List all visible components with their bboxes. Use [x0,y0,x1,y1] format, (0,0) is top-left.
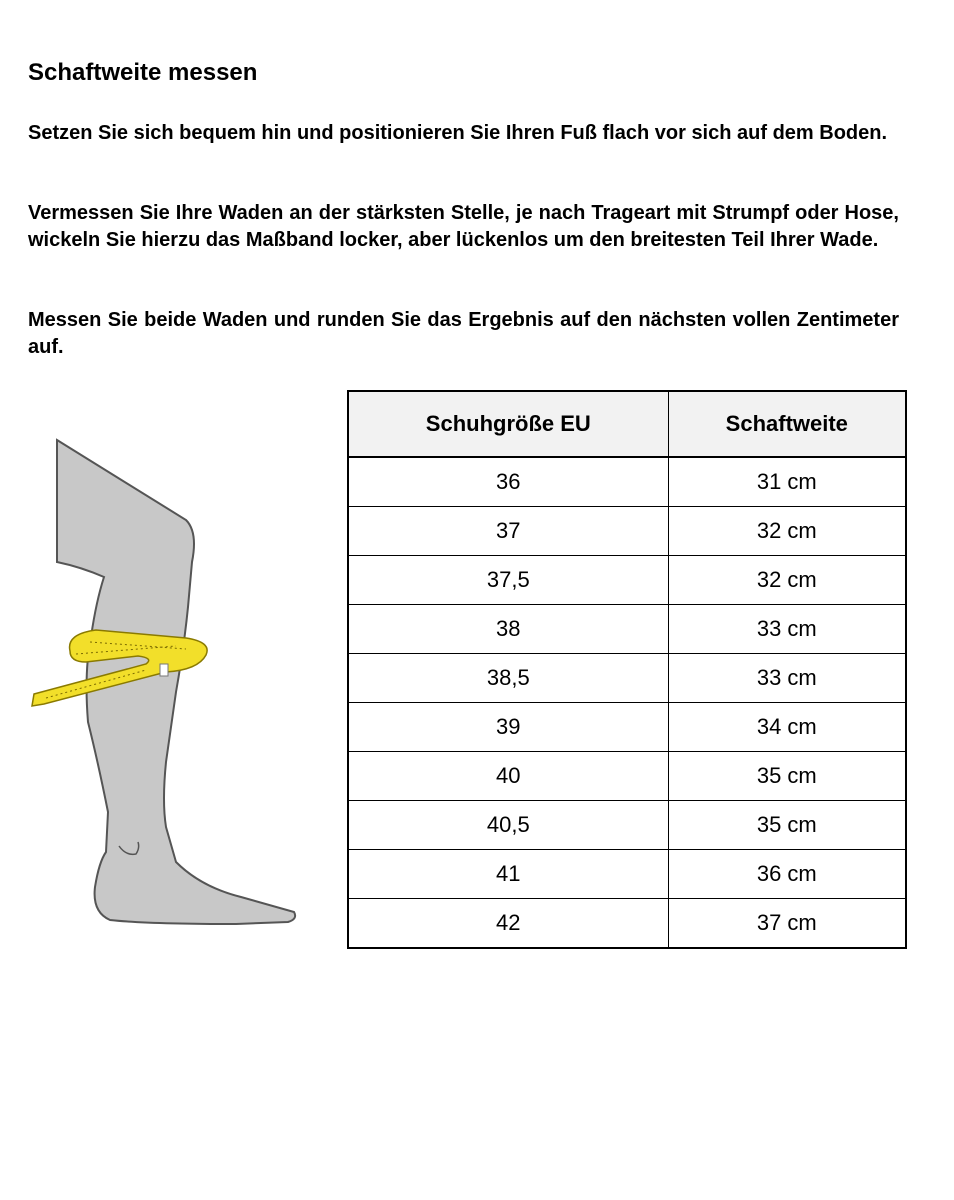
table-row [348,605,906,654]
table-row [348,899,906,949]
table-row [348,507,906,556]
header-shoe-size: Schuhgröße EU [348,391,668,457]
table-row [348,703,906,752]
instruction-paragraph-3: Messen Sie beide Waden und runden Sie das Ergebnis auf den nächsten vollen Zentimeter auf. [28,309,899,358]
table-row [348,556,906,605]
page-title: Schaftweite messen [28,59,258,86]
cell-shaft-width: 37 cm [668,899,906,949]
table-row [348,752,906,801]
cell-shoe-size: 41 [348,850,668,899]
cell-shaft-width: 35 cm [668,801,906,850]
cell-shoe-size: 40 [348,752,668,801]
instruction-paragraph-1: Setzen Sie sich bequem hin und positionieren Sie Ihren Fuß flach vor sich auf dem Boden. [28,122,888,144]
table-row [348,850,906,899]
cell-shaft-width: 34 cm [668,703,906,752]
instruction-paragraph-2: Vermessen Sie Ihre Waden an der stärksten Stelle, je nach Trageart mit Strumpf oder Hose, wickeln Sie hierzu das Maßband locker, aber lückenlos um den breitesten Teil Ihrer Wade. [28,202,899,251]
cell-shoe-size: 37,5 [348,556,668,605]
cell-shoe-size: 39 [348,703,668,752]
cell-shaft-width: 32 cm [668,556,906,605]
cell-shoe-size: 38,5 [348,654,668,703]
cell-shoe-size: 42 [348,899,668,949]
cell-shaft-width: 31 cm [668,457,906,507]
cell-shaft-width: 36 cm [668,850,906,899]
cell-shoe-size: 36 [348,457,668,507]
cell-shoe-size: 38 [348,605,668,654]
header-shaft-width: Schaftweite [668,391,906,457]
cell-shoe-size: 37 [348,507,668,556]
table-row [348,654,906,703]
cell-shaft-width: 35 cm [668,752,906,801]
cell-shoe-size: 40,5 [348,801,668,850]
table-header-row [348,391,906,457]
table-row [348,801,906,850]
cell-shaft-width: 33 cm [668,605,906,654]
leg-illustration [26,432,306,932]
cell-shaft-width: 33 cm [668,654,906,703]
size-table [347,390,907,949]
cell-shaft-width: 32 cm [668,507,906,556]
table-row [348,457,906,507]
